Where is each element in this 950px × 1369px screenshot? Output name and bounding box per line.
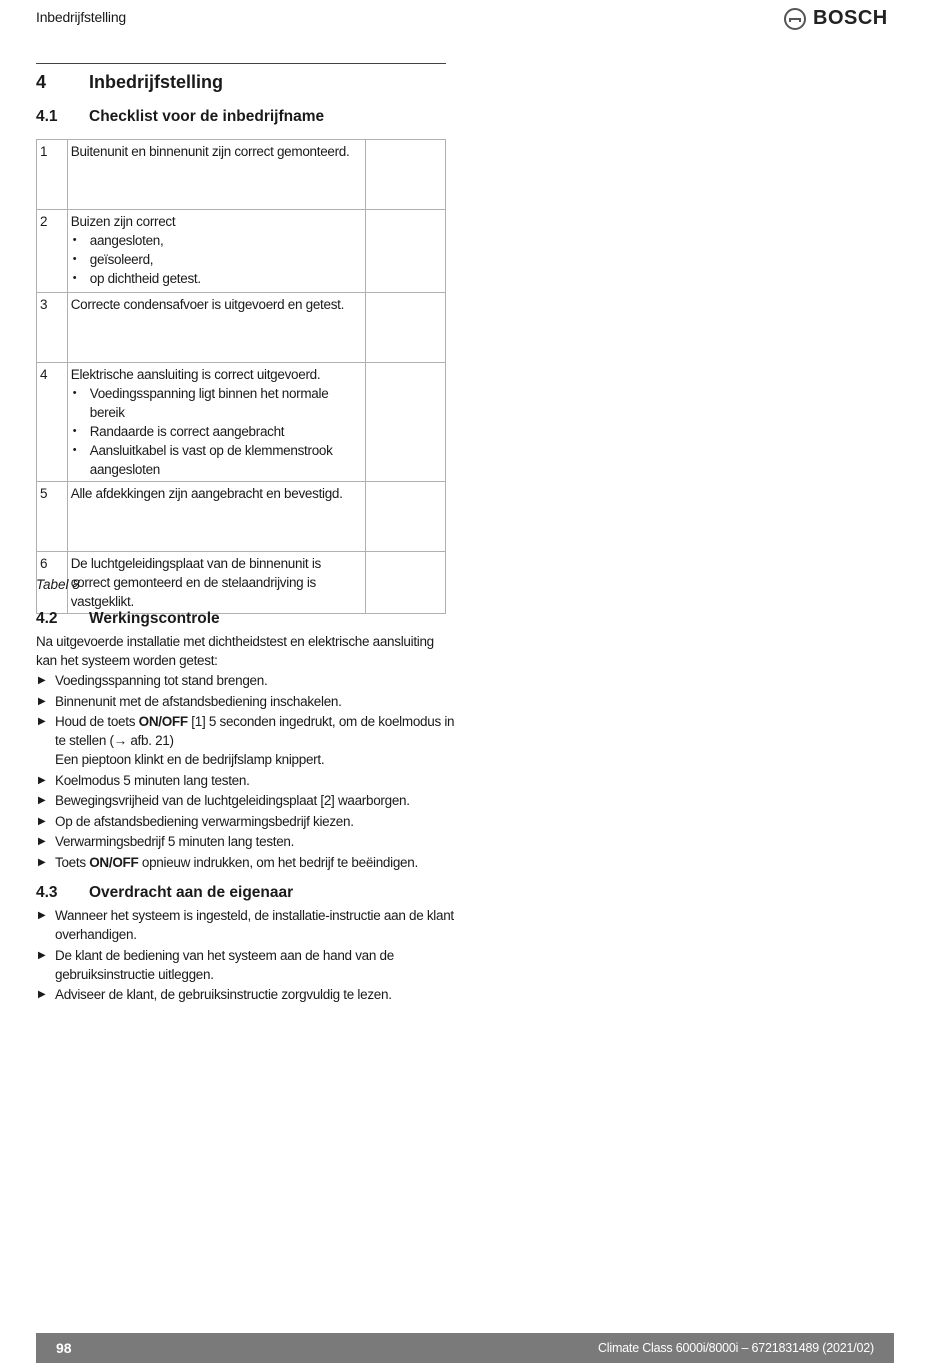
step-item	[36, 791, 456, 810]
running-header: Inbedrijfstelling	[36, 9, 126, 25]
row-subitem: • Aansluitkabel is vast op de klemmenstrook aangesloten	[71, 441, 362, 479]
checklist-table	[36, 139, 446, 614]
checklist-row	[37, 210, 446, 293]
row-description	[67, 210, 365, 293]
step-item	[36, 692, 456, 711]
row-description	[67, 552, 365, 614]
check-cell	[366, 363, 446, 482]
page-number: 98	[56, 1340, 72, 1356]
row-text: Buitenunit en binnenunit zijn correct gemonteerd.	[70, 144, 350, 159]
operation-check-steps	[36, 671, 456, 873]
step-item	[36, 832, 456, 851]
page-footer	[36, 1333, 894, 1363]
step-item: ▶ Adviseer de klant, de gebruiksinstructie zorgvuldig te lezen.	[36, 985, 456, 1004]
check-cell	[366, 293, 446, 363]
row-text: Elektrische aansluiting is correct uitgevoerd.	[70, 367, 321, 382]
subsection-title: Checklist voor de inbedrijfname	[89, 108, 325, 125]
row-text: De luchtgeleidingsplaat van de binnenunit is correct gemonteerd en de stelaandrijving is vastgeklikt.	[70, 556, 321, 609]
check-cell	[366, 210, 446, 293]
bosch-armature-icon	[784, 8, 806, 30]
check-cell	[366, 482, 446, 552]
checklist-row	[37, 482, 446, 552]
step-text: Bewegingsvrijheid van de luchtgeleidingsplaat [2] waarborgen.	[55, 793, 410, 808]
step-item: ▶ De klant de bediening van het systeem aan de hand van de gebruiksinstructie uitleggen.	[36, 946, 456, 984]
row-description	[67, 293, 365, 363]
checklist-row	[37, 293, 446, 363]
row-subitem: • aangesloten,	[71, 231, 362, 250]
subsection-heading-4-3	[36, 884, 293, 902]
checklist-row	[37, 140, 446, 210]
row-subitem: • op dichtheid getest.	[71, 269, 362, 288]
row-number: 2	[37, 210, 68, 293]
row-sublist	[71, 231, 362, 288]
step-item	[36, 771, 456, 790]
row-subitem: • Randaarde is correct aangebracht	[71, 422, 362, 441]
step-item	[36, 712, 456, 769]
section-title: Inbedrijfstelling	[89, 72, 224, 92]
subsection-number: 4.1	[36, 108, 58, 125]
step-item	[36, 853, 456, 872]
key-label: ON/OFF	[89, 854, 139, 870]
row-description	[67, 140, 365, 210]
row-subitem: • Voedingsspanning ligt binnen het normale bereik	[71, 384, 362, 422]
handover-steps	[36, 906, 456, 1006]
document-reference: Climate Class 6000i/8000i – 6721831489 (2021/02)	[597, 1341, 874, 1355]
key-label: ON/OFF	[138, 714, 188, 729]
step-text-cont: [1] 5 seconden ingedrukt, om de koelmodus in te stellen (→ afb. 21)	[55, 714, 455, 748]
step-text-cont: opnieuw indrukken, om het bedrijf te beëindigen.	[138, 854, 418, 870]
row-number: 1	[37, 140, 68, 210]
step-item: ▶ Wanneer het systeem is ingesteld, de installatie-instructie aan de klant overhandigen.	[36, 906, 456, 944]
step-text: Op de afstandsbediening verwarmingsbedrijf kiezen.	[55, 813, 354, 829]
step-text: Houd de toets	[55, 714, 139, 729]
row-description	[67, 363, 365, 482]
row-sublist	[71, 384, 362, 479]
step-text: Koelmodus 5 minuten lang testen.	[55, 772, 250, 788]
section-number: 4	[36, 72, 47, 92]
row-text: Correcte condensafvoer is uitgevoerd en getest.	[70, 297, 345, 312]
row-subitem: • geïsoleerd,	[71, 250, 362, 269]
subsection-heading-4-1	[36, 108, 324, 126]
step-item	[36, 812, 456, 831]
subsection-title: Werkingscontrole	[89, 610, 220, 627]
subsection-title: Overdracht aan de eigenaar	[89, 884, 294, 901]
row-text: Alle afdekkingen zijn aangebracht en bevestigd.	[70, 486, 343, 501]
step-text: Verwarmingsbedrijf 5 minuten lang testen.	[55, 834, 295, 849]
checklist-row	[37, 552, 446, 614]
row-number: 3	[37, 293, 68, 363]
step-text: Toets	[55, 854, 90, 870]
row-number: 5	[37, 482, 68, 552]
row-description	[67, 482, 365, 552]
row-number: 6	[37, 552, 68, 614]
step-text: Voedingsspanning tot stand brengen.	[55, 673, 268, 688]
row-number: 4	[37, 363, 68, 482]
check-cell	[366, 552, 446, 614]
subsection-number: 4.2	[36, 610, 58, 627]
subsection-number: 4.3	[36, 884, 58, 901]
step-item	[36, 671, 456, 690]
subsection-heading-4-2	[36, 610, 220, 628]
row-text: Buizen zijn correct	[70, 214, 176, 229]
intro-paragraph: Na uitgevoerde installatie met dichtheidstest en elektrische aansluiting kan het systeem worden getest:	[36, 634, 434, 668]
step-text: Binnenunit met de afstandsbediening inschakelen.	[55, 693, 342, 709]
table-caption: Tabel 8	[36, 577, 80, 592]
step-result: Een pieptoon klinkt en de bedrijfslamp knippert.	[55, 752, 325, 767]
section-heading	[36, 72, 223, 93]
check-cell	[366, 140, 446, 210]
header-rule	[36, 63, 446, 64]
brand-logo	[784, 7, 888, 30]
brand-name: BOSCH	[813, 7, 888, 29]
checklist-row	[37, 363, 446, 482]
